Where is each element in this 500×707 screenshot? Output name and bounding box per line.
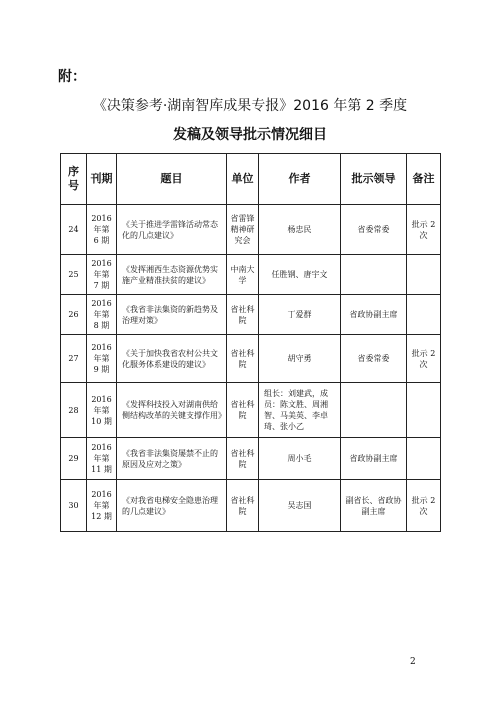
cell-leader: 省政协副主席 xyxy=(341,295,407,335)
cell-title: 《我省非法集资的新趋势及治理对策》 xyxy=(117,295,227,335)
cell-leader: 省委常委 xyxy=(341,205,407,255)
cell-title: 《我省非法集资屡禁不止的原因及应对之策》 xyxy=(117,438,227,480)
cell-issue: 2016 年第 10 期 xyxy=(87,383,117,438)
cell-issue: 2016 年第 7 期 xyxy=(87,255,117,295)
cell-note xyxy=(407,438,441,480)
cell-unit: 省社科院 xyxy=(227,438,259,480)
document-subtitle: 发稿及领导批示情况细目 xyxy=(173,127,327,143)
table-row xyxy=(61,255,441,295)
cell-author: 丁爱群 xyxy=(259,295,341,335)
table-row xyxy=(61,295,441,335)
report-table xyxy=(60,153,441,532)
cell-unit: 中南大学 xyxy=(227,255,259,295)
table-row xyxy=(61,205,441,255)
document-title: 《决策参考·湖南智库成果专报》2016 年第 2 季度 xyxy=(92,98,408,114)
cell-title: 《对我省电梯安全隐患治理的几点建议》 xyxy=(117,480,227,532)
cell-issue: 2016 年第 12 期 xyxy=(87,480,117,532)
table-header-row xyxy=(61,154,441,205)
cell-leader: 副省长、省政协副主席 xyxy=(341,480,407,532)
cell-title: 《发挥湘西生态资源优势实施产业精准扶贫的建议》 xyxy=(117,255,227,295)
table-row xyxy=(61,383,441,438)
cell-title: 《发挥科技投入对湖南供给侧结构改革的关键支撑作用》 xyxy=(117,383,227,438)
cell-number: 27 xyxy=(61,335,87,383)
table-row xyxy=(61,480,441,532)
cell-issue: 2016 年第 9 期 xyxy=(87,335,117,383)
cell-leader xyxy=(341,255,407,295)
header-unit: 单位 xyxy=(227,154,259,205)
cell-author: 吴志国 xyxy=(259,480,341,532)
page-number: 2 xyxy=(410,657,416,667)
cell-note xyxy=(407,295,441,335)
cell-title: 《关于加快我省农村公共文化服务体系建设的建议》 xyxy=(117,335,227,383)
cell-unit: 省社科院 xyxy=(227,383,259,438)
header-note: 备注 xyxy=(407,154,441,205)
cell-title: 《关于推进学雷锋活动常态化的几点建议》 xyxy=(117,205,227,255)
cell-note: 批示 2 次 xyxy=(407,335,441,383)
cell-leader xyxy=(341,383,407,438)
table-row xyxy=(61,438,441,480)
appendix-label: 附： xyxy=(58,69,86,85)
cell-issue: 2016 年第 8 期 xyxy=(87,295,117,335)
header-author: 作者 xyxy=(259,154,341,205)
cell-leader: 省委常委 xyxy=(341,335,407,383)
cell-number: 25 xyxy=(61,255,87,295)
cell-note: 批示 2 次 xyxy=(407,205,441,255)
cell-author: 组长：刘建武，成员：陈文胜、周湘智、马美英、李卓琦、张小乙 xyxy=(259,383,341,438)
cell-author: 杨忠民 xyxy=(259,205,341,255)
table-row xyxy=(61,335,441,383)
cell-author: 任胜钢、唐宇文 xyxy=(259,255,341,295)
cell-number: 29 xyxy=(61,438,87,480)
cell-unit: 省社科院 xyxy=(227,480,259,532)
cell-issue: 2016 年第 6 期 xyxy=(87,205,117,255)
header-issue: 刊期 xyxy=(87,154,117,205)
cell-author: 周小毛 xyxy=(259,438,341,480)
header-title: 题目 xyxy=(117,154,227,205)
cell-number: 28 xyxy=(61,383,87,438)
header-leader: 批示领导 xyxy=(341,154,407,205)
cell-leader: 省政协副主席 xyxy=(341,438,407,480)
cell-issue: 2016 年第 11 期 xyxy=(87,438,117,480)
cell-note xyxy=(407,255,441,295)
cell-note xyxy=(407,383,441,438)
cell-unit: 省雷锋精神研究会 xyxy=(227,205,259,255)
cell-unit: 省社科院 xyxy=(227,335,259,383)
cell-author: 胡守勇 xyxy=(259,335,341,383)
cell-note: 批示 2 次 xyxy=(407,480,441,532)
cell-number: 26 xyxy=(61,295,87,335)
cell-number: 30 xyxy=(61,480,87,532)
cell-unit: 省社科院 xyxy=(227,295,259,335)
cell-number: 24 xyxy=(61,205,87,255)
header-number: 序号 xyxy=(61,154,87,205)
